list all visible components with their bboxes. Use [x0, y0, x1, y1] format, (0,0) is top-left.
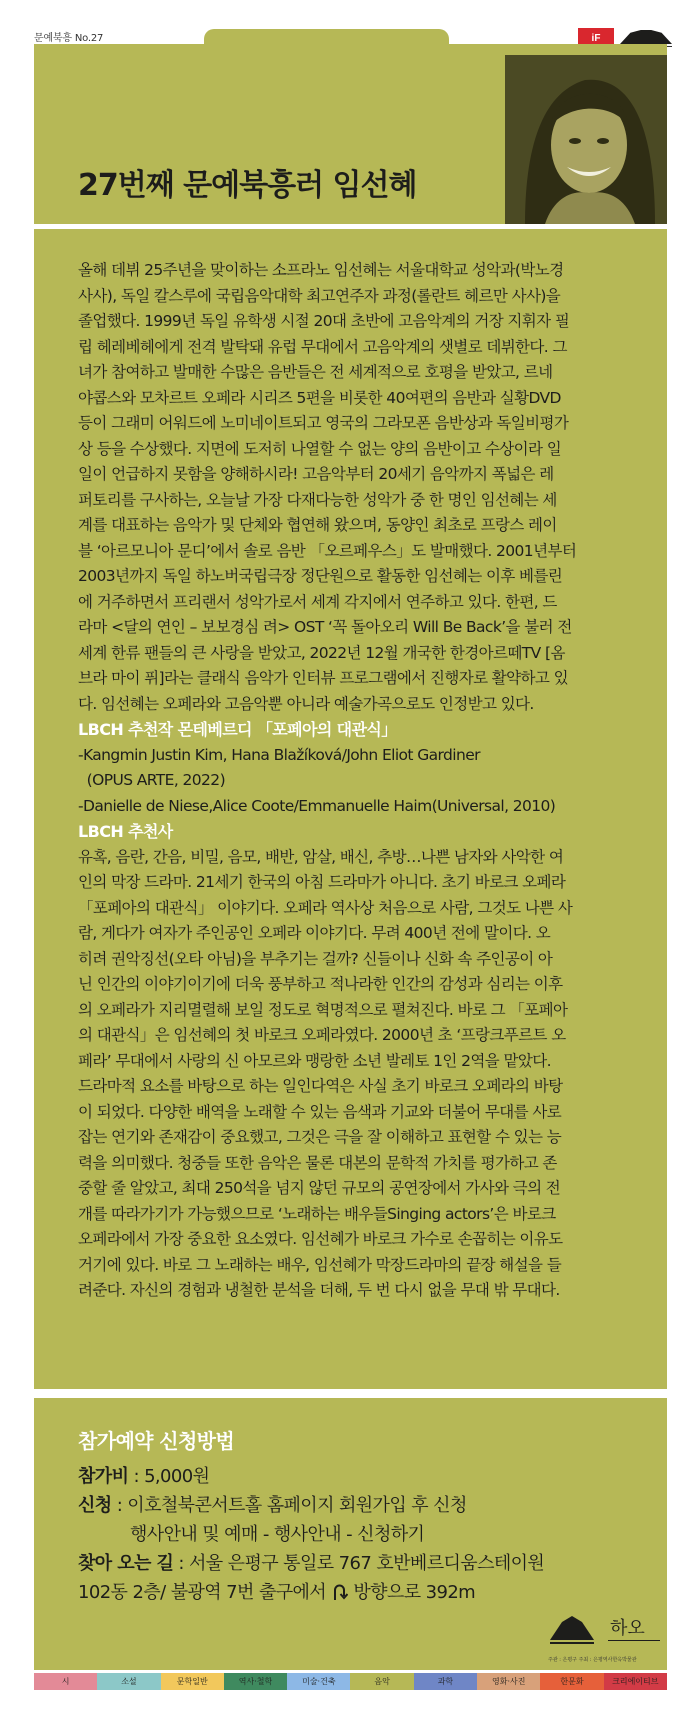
intro-line: 사사), 독일 칼스루에 국립음악대학 최고연주자 과정(롤란트 헤르만 사사)을 — [78, 286, 561, 305]
directions-row — [78, 1549, 638, 1578]
reason-line: 개를 따라가기가 가능했으므로 ‘노래하는 배우들Singing actors’은 바로크 — [78, 1204, 556, 1223]
intro-line: 일이 언급하지 못함을 양해하시라! 고음악부터 20세기 음악까지 폭넓은 레 — [78, 465, 554, 483]
article-content — [78, 258, 626, 1304]
reason-line: 거기에 있다. 바로 그 노래하는 배우, 임선혜가 막장드라마의 끝장 해설을 들 — [78, 1255, 562, 1274]
reason-line: 력을 의미했다. 청중들 또한 음악은 물론 대본의 문학적 가치를 평가하고 존 — [78, 1153, 557, 1172]
u-turn-arrow-icon — [331, 1583, 348, 1601]
reason-line: 의 대관식」은 임선혜의 첫 바로크 오페라였다. 2000년 초 ‘프랑크푸르트 오 — [78, 1026, 566, 1044]
category-tab: 미술·건축 — [287, 1673, 350, 1690]
reason-line: 드라마적 요소를 바탕으로 하는 일인다역은 사실 초기 바로크 오페라의 바탕 — [78, 1077, 563, 1095]
booking-heading: 참가예약 신청방법 — [78, 1429, 235, 1453]
apply-row — [78, 1491, 638, 1520]
roof-shape-icon — [620, 30, 672, 44]
apply-label: 신청 — [78, 1495, 112, 1516]
reason-line: 의 오페라가 지리멸렬해 보일 정도로 혁명적으로 펼쳐진다. 바로 그 「포페아 — [78, 1000, 568, 1019]
category-bar — [34, 1673, 667, 1690]
reason-line: 려준다. 자신의 경험과 냉철한 분석을 더해, 두 번 다시 없을 무대 밖 무대다. — [78, 1281, 560, 1299]
reason-line: 히려 권악징선(오타 아님)을 부추기는 걸까? 신들이나 신화 속 주인공이 아 — [78, 949, 553, 968]
directions-label: 찾아 오는 길 — [78, 1553, 174, 1574]
intro-line: 등이 그래미 어워드에 노미네이트되고 영국의 그라모폰 음반상과 독일비평가 — [78, 414, 569, 432]
intro-line: 녀가 참여하고 발매한 수많은 음반들은 전 세계적으로 호평을 받았고, 르네 — [78, 363, 553, 381]
intro-line: 블 ‘아르모니아 문디’에서 솔로 음반 「오르페우스」도 발매했다. 2001년부터 — [78, 541, 577, 560]
fee-row — [78, 1462, 638, 1491]
reason-line: 잡는 연기와 존재감이 중요했고, 그것은 극을 잘 이해하고 표현할 수 있는 능 — [78, 1128, 562, 1146]
if-logo-text: iF — [591, 32, 601, 44]
directions-row-2 — [78, 1578, 638, 1607]
intro-line: 야콥스와 모차르트 오페라 시리즈 5편을 비롯한 40여편의 음반과 실황DVD — [78, 388, 561, 407]
portrait-illustration — [505, 55, 667, 224]
page-title: 27번째 문예북흥러 임선혜 — [78, 168, 417, 203]
intro-line: 상 등을 수상했다. 지면에 도저히 나열할 수 없는 양의 음반이고 수상이라 일 — [78, 439, 562, 458]
reason-heading: LBCH 추천사 — [78, 822, 173, 841]
intro-line: 졸업했다. 1999년 독일 유학생 시절 20대 초반에 고음악계의 거장 지휘자 필 — [78, 312, 570, 330]
category-tab: 음악 — [350, 1673, 413, 1690]
organizer-logos-icon — [548, 1612, 666, 1654]
category-tab: 과학 — [414, 1673, 477, 1690]
intro-line: 립 헤레베헤에게 전격 발탁돼 유럽 무대에서 고음악계의 샛별로 데뷔한다. 그 — [78, 337, 567, 356]
reason-line: 오페라에서 가장 중요한 요소였다. 임선혜가 바로크 가수로 손꼽히는 이유도 — [78, 1230, 563, 1248]
recommend-line: (OPUS ARTE, 2022) — [78, 771, 226, 789]
directions-value: : 서울 은평구 통일로 767 호반베르디움스테이원 — [173, 1553, 545, 1574]
booking-section — [78, 1425, 638, 1607]
intro-line: 세계 한류 팬들의 큰 사랑을 받았고, 2022년 12월 개국한 한경아르떼TV [옴 — [78, 643, 565, 662]
category-tab: 역사·철학 — [224, 1673, 287, 1690]
reason-line: 인의 막장 드라마. 21세기 한국의 아침 드라마가 아니다. 초기 바로크 오페라 — [78, 873, 566, 891]
svg-text:하오: 하오 — [610, 1618, 645, 1639]
directions-value-2a: 102동 2층/ 불광역 7번 출구에서 — [78, 1582, 332, 1603]
category-tab: 영화·사진 — [477, 1673, 540, 1690]
category-tab: 문학일반 — [161, 1673, 224, 1690]
fee-value: : 5,000원 — [128, 1466, 210, 1487]
intro-line: 다. 임선혜는 오페라와 고음악뿐 아니라 예술가곡으로도 인정받고 있다. — [78, 694, 534, 713]
directions-value-2b: 방향으로 392m — [348, 1582, 476, 1603]
reason-line: 페라’ 무대에서 사랑의 신 아모르와 맹랑한 소년 발레토 1인 2역을 맡았다. — [78, 1051, 551, 1070]
organizer-line: 주관 : 은평구 주최 : 은평역사한옥박물관 — [548, 1657, 637, 1663]
series-label: 문예북흥 No.27 — [34, 33, 104, 44]
category-tab: 크리에이티브 — [604, 1673, 667, 1690]
reason-line: 「포페아의 대관식」 이야기다. 오페라 역사상 처음으로 사람, 그것도 나쁜 사 — [78, 898, 573, 917]
recommend-line: -Danielle de Niese,Alice Coote/Emmanuelle Haim(Universal, 2010) — [78, 796, 556, 815]
reason-line: 람, 게다가 여자가 주인공인 오페라 이야기다. 무려 400년 전에 말이다. 오 — [78, 924, 551, 942]
intro-line: 라마 <달의 연인 – 보보경심 려> OST ‘꼭 돌아오리 Will Be Back’을 불러 전 — [78, 618, 572, 636]
intro-line: 에 거주하면서 프리랜서 성악가로서 세계 각지에서 연주하고 있다. 한편, 드 — [78, 592, 557, 611]
recommend-heading: LBCH 추천작 몬테베르디 「포페아의 대관식」 — [78, 720, 397, 739]
intro-line: 2003년까지 독일 하노버국립극장 정단원으로 활동한 임선혜는 이후 베를린 — [78, 567, 563, 585]
intro-line: 올해 데뷔 25주년을 맞이하는 소프라노 임선혜는 서울대학교 성악과(박노경 — [78, 261, 564, 279]
reason-line: 유혹, 음란, 간음, 비밀, 음모, 배반, 암살, 배신, 추방…나쁜 남자와 사악한 여 — [78, 847, 564, 866]
intro-line: 브라 마이 퓌]라는 클래식 음악가 인터뷰 프로그램에서 진행자로 활약하고 있 — [78, 669, 568, 687]
intro-line: 퍼토리를 구사하는, 오늘날 가장 다재다능한 성악가 중 한 명인 임선혜는 세 — [78, 490, 557, 509]
reason-line: 중할 줄 알았고, 최대 250석을 넘지 않던 규모의 공연장에서 가사와 극의 전 — [78, 1179, 561, 1197]
footer-logos — [548, 1612, 666, 1664]
apply-path: 행사안내 및 예매 - 행사안내 - 신청하기 — [130, 1524, 425, 1545]
fee-label: 참가비 — [78, 1466, 129, 1487]
reason-line: 이 되었다. 다양한 배역을 노래할 수 있는 음색과 기교와 더불어 무대를 사로 — [78, 1102, 562, 1121]
recommend-line: -Kangmin Justin Kim, Hana Blažíková/John Eliot Gardiner — [78, 745, 480, 764]
intro-line: 계를 대표하는 음악가 및 단체와 협연해 왔으며, 동양인 최초로 프랑스 레이 — [78, 516, 557, 534]
category-tab: 소설 — [97, 1673, 160, 1690]
reason-line: 닌 인간의 이야기이기에 더욱 풍부하고 적나라한 인간의 감성과 심리는 이후 — [78, 975, 563, 993]
portrait-photo — [505, 55, 667, 224]
category-tab: 시 — [34, 1673, 97, 1690]
apply-value: : 이호철북콘서트홀 홈페이지 회원가입 후 신청 — [111, 1495, 467, 1516]
category-tab: 한문화 — [540, 1673, 603, 1690]
